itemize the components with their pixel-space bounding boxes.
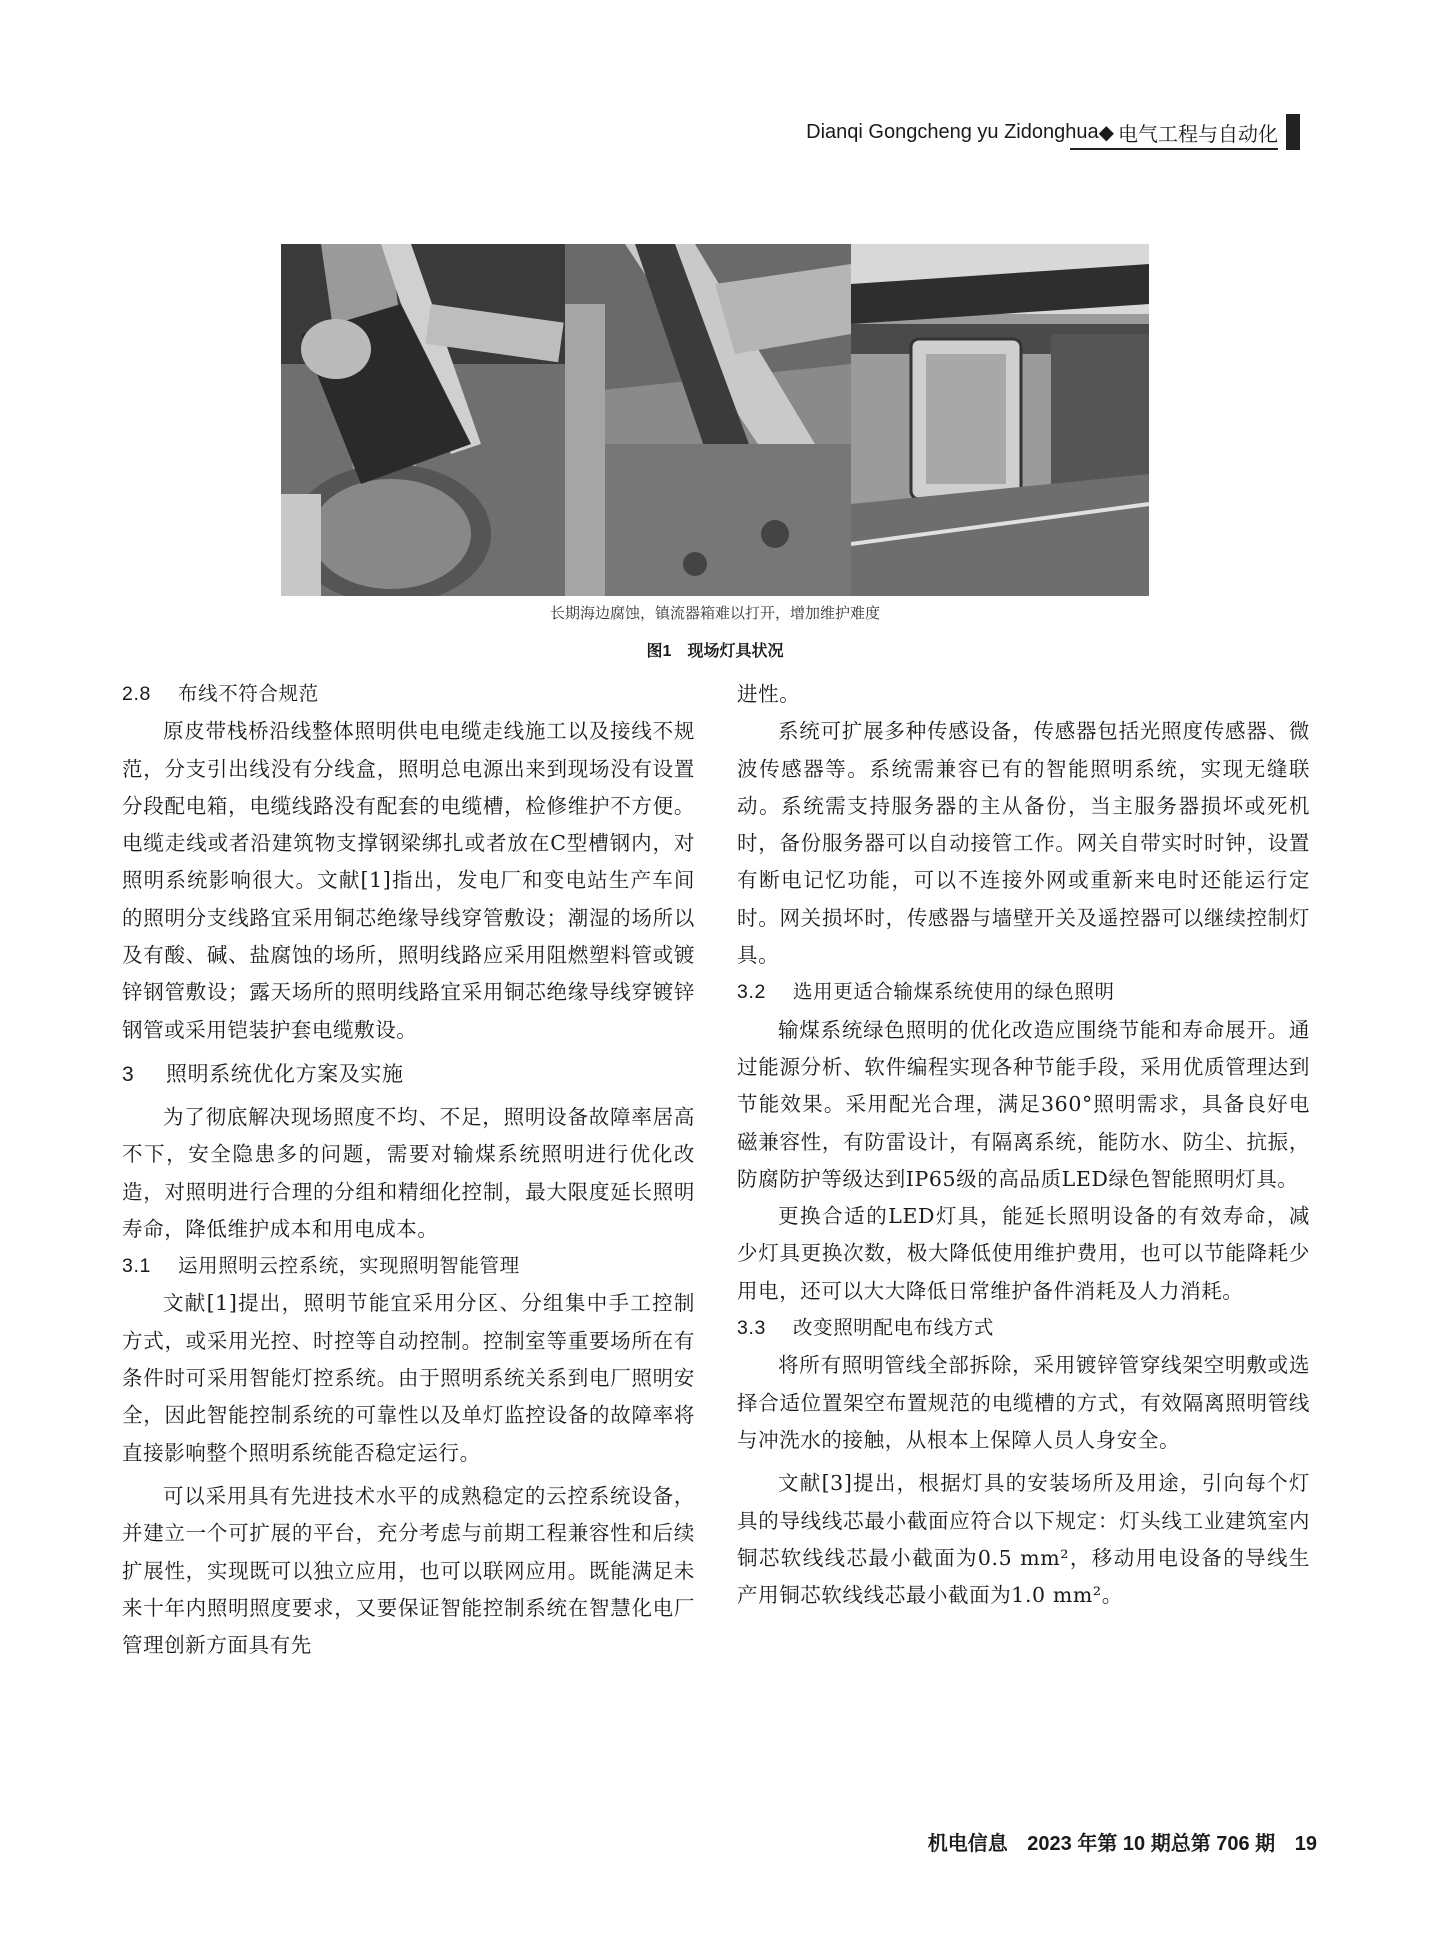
right-column [737, 676, 1310, 1614]
section-heading-3-1: 3.1 运用照明云控系统，实现照明智能管理 [122, 1255, 520, 1278]
header-rule [1070, 148, 1278, 150]
running-header [752, 112, 1300, 152]
paragraph: 原皮带栈桥沿线整体照明供电电缆走线施工以及接线不规范，分支引出线没有分线盒，照明总电源出来到现场没有设置分段配电箱，电缆线路没有配套的电缆槽，检修维护不方便。电缆走线或者沿建筑物支撑钢梁绑扎或者放在C型槽钢内，对照明系统影响很大。文献[1]指出，发电厂和变电站生产车间的照明分支线路宜采用铜芯绝缘导线穿管敷设；潮湿的场所以及有酸、碱、盐腐蚀的场所，照明线路应采用阻燃塑料管或镀锌钢管敷设；露天场所的照明线路宜采用铜芯绝缘导线穿镀锌钢管或采用铠装护套电缆敷设。 [122, 719, 695, 1042]
photo-lamp-corroded [281, 244, 565, 596]
journal-title-cn: 电气工程与自动化 [1118, 123, 1278, 146]
figure-1 [281, 244, 1149, 596]
paragraph: 输煤系统绿色照明的优化改造应围绕节能和寿命展开。通过能源分析、软件编程实现各种节能手段，采用优质管理达到节能效果。采用配光合理，满足360°照明需求，具备良好电磁兼容性，有防雷设计，有隔离系统，能防水、防尘、抗振，防腐防护等级达到IP65级的高品质LED绿色智能照明灯具。 [737, 1017, 1310, 1191]
figure-caption: 长期海边腐蚀，镇流器箱难以打开，增加维护难度 [549, 604, 880, 622]
photo-ballast-box [851, 244, 1149, 596]
paragraph: 可以采用具有先进技术水平的成熟稳定的云控系统设备，并建立一个可扩展的平台，充分考虑与前期工程兼容性和后续扩展性，实现既可以独立应用，也可以联网应用。既能满足未来十年内照明照度要求，又要保证智能控制系统在智慧化电厂管理创新方面具有先 [122, 1483, 695, 1658]
footer-journal: 机电信息 [927, 1833, 1008, 1855]
section-heading-3-3: 3.3 改变照明配电布线方式 [737, 1317, 995, 1340]
figure-title: 图1 现场灯具状况 [646, 643, 784, 660]
paragraph: 文献[1]提出，照明节能宜采用分区、分组集中手工控制方式，或采用光控、时控等自动控制。控制室等重要场所在有条件时可采用智能灯控系统。由于照明系统关系到电厂照明安全，因此智能控制系统的可靠性以及单灯监控设备的故障率将直接影响整个照明系统能否稳定运行。 [122, 1291, 695, 1465]
section-heading-3-2: 3.2 选用更适合输煤系统使用的绿色照明 [737, 981, 1115, 1004]
left-column [122, 676, 695, 1664]
paragraph-continued: 进性。 [737, 682, 801, 706]
paragraph: 将所有照明管线全部拆除，采用镀锌管穿线架空明敷或选择合适位置架空布置规范的电缆槽的方式，有效隔离照明管线与冲洗水的接触，从根本上保障人员人身安全。 [737, 1353, 1310, 1452]
paragraph: 为了彻底解决现场照度不均、不足，照明设备故障率居高不下，安全隐患多的问题，需要对输煤系统照明进行优化改造，对照明进行合理的分组和精细化控制，最大限度延长照明寿命，降低维护成本和用电成本。 [122, 1104, 695, 1241]
paragraph: 系统可扩展多种传感设备，传感器包括光照度传感器、微波传感器等。系统需兼容已有的智能照明系统，实现无缝联动。系统需支持服务器的主从备份，当主服务器损坏或死机时，备份服务器可以自动接管工作。网关自带实时时钟，设置有断电记忆功能，可以不连接外网或重新来电时还能运行定时。网关损坏时，传感器与墙壁开关及遥控器可以继续控制灯具。 [737, 719, 1310, 968]
diamond-icon: ◆ [1098, 121, 1114, 144]
page-number: 19 [1294, 1833, 1317, 1855]
paragraph: 更换合适的LED灯具，能延长照明设备的有效寿命，减少灯具更换次数，极大降低使用维护费用，也可以节能降耗少用电，还可以大大降低日常维护备件消耗及人力消耗。 [737, 1204, 1310, 1303]
section-heading-3: 3 照明系统优化方案及实施 [122, 1062, 404, 1086]
header-bar [1286, 114, 1300, 150]
journal-pinyin: Dianqi Gongcheng yu Zidonghua [806, 120, 1099, 143]
footer-issue: 2023 年第 10 期总第 706 期 [1027, 1833, 1276, 1855]
paragraph: 文献[3]提出，根据灯具的安装场所及用途，引向每个灯具的导线线芯最小截面应符合以下规定：灯头线工业建筑室内铜芯软线线芯最小截面为0.5 mm²，移动用电设备的导线生产用铜芯软线线芯最小截面为1.0 mm²。 [737, 1471, 1310, 1608]
section-heading-2-8: 2.8 布线不符合规范 [122, 683, 319, 705]
photo-rusty-beam [565, 244, 851, 596]
page-footer [914, 1827, 1317, 1856]
